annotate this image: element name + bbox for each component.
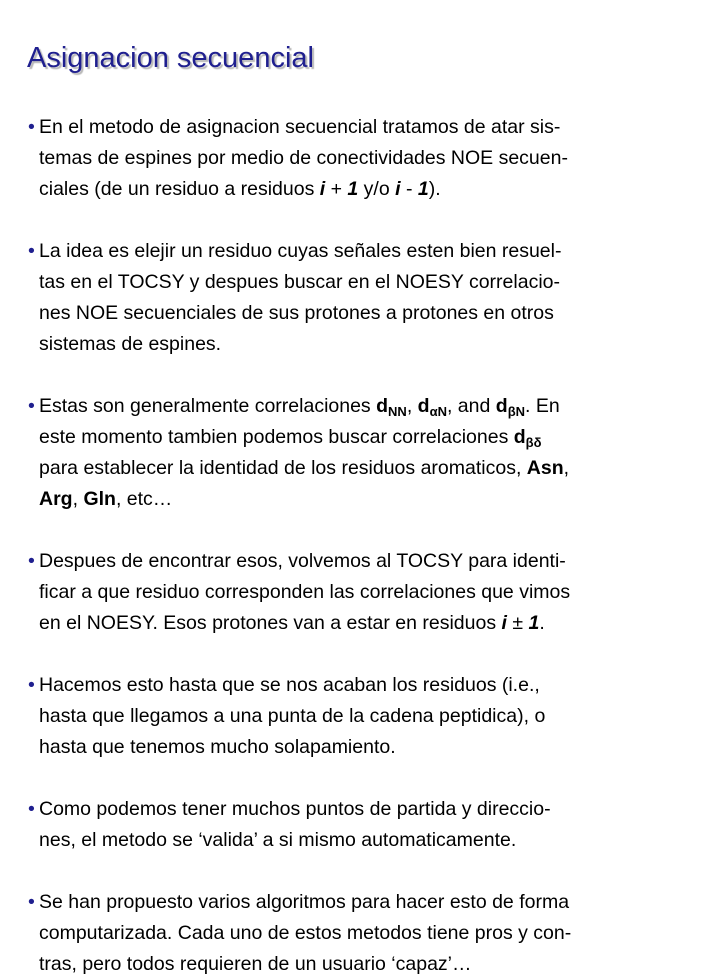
italic-symbol: i [501, 612, 507, 634]
bold-text: d [417, 395, 430, 417]
bullet-dot-icon: • [28, 395, 35, 417]
bullet-paragraph [28, 112, 708, 205]
bullet-dot-icon: • [28, 116, 35, 138]
text-segment: , [72, 488, 84, 510]
bullet-paragraph [28, 546, 708, 639]
text-segment: ciales (de un residuo a residuos [39, 178, 320, 200]
text-segment: tras, pero todos requieren de un usuario ‘capaz’… [39, 953, 472, 975]
text-line [39, 949, 708, 980]
italic-symbol: 1 [528, 612, 540, 634]
text-segment: ficar a que residuo corresponden las correlaciones que vimos [39, 581, 571, 603]
text-segment: hasta que llegamos a una punta de la cadena peptidica), o [39, 705, 546, 727]
text-segment: computarizada. Cada uno de estos metodos tiene pros y con- [39, 922, 572, 944]
text-segment: en el NOESY. Esos protones van a estar en residuos [39, 612, 502, 634]
text-segment: Estas son generalmente correlaciones [39, 395, 377, 417]
text-segment: . En [525, 395, 560, 417]
page-title: Asignacion secuencial [27, 42, 314, 74]
text-segment: hasta que tenemos mucho solapamiento. [39, 736, 396, 758]
italic-symbol: 1 [347, 178, 359, 200]
bold-text: d [495, 395, 508, 417]
text-line [39, 825, 708, 856]
text-segment: este momento tambien podemos buscar correlaciones [39, 426, 514, 448]
text-line [39, 670, 708, 701]
text-segment: , etc… [115, 488, 173, 510]
bullet-dot-icon: • [28, 240, 35, 262]
text-line [39, 143, 708, 174]
bold-text: Asn [526, 457, 564, 479]
bullet-dot-icon: • [28, 674, 35, 696]
text-line [39, 701, 708, 732]
text-segment: y/o [358, 178, 396, 200]
text-segment: Como podemos tener muchos puntos de partida y direccio- [39, 798, 551, 820]
bullet-list [28, 112, 708, 980]
text-line [39, 794, 708, 825]
text-segment: , [406, 395, 418, 417]
text-segment: Hacemos esto hasta que se nos acaban los residuos (i.e., [39, 674, 540, 696]
subscript: NN [388, 404, 407, 419]
bullet-paragraph [28, 236, 708, 360]
text-line [39, 112, 708, 143]
bullet-paragraph [28, 794, 708, 856]
text-segment: + [325, 178, 348, 200]
italic-symbol: i [319, 178, 326, 200]
text-line [39, 329, 708, 360]
bold-text: d [513, 426, 526, 448]
bullet-dot-icon: • [28, 891, 35, 913]
text-segment: Despues de encontrar esos, volvemos al TOCSY para identi- [39, 550, 566, 572]
bold-text: d [376, 395, 389, 417]
text-segment: La idea es elejir un residuo cuyas señales esten bien resuel- [39, 240, 562, 262]
text-segment: nes NOE secuenciales de sus protones a protones en otros [39, 302, 554, 324]
text-segment: En el metodo de asignacion secuencial tratamos de atar sis- [39, 116, 561, 138]
text-segment: temas de espines por medio de conectividades NOE secuen- [39, 147, 568, 169]
text-line [39, 887, 708, 918]
text-line [39, 546, 708, 577]
text-segment: ). [428, 178, 441, 200]
italic-symbol: i [395, 178, 401, 200]
text-segment: sistemas de espines. [39, 333, 222, 355]
text-segment: nes, el metodo se ‘valida’ a si mismo automaticamente. [39, 829, 517, 851]
text-line [39, 391, 708, 422]
text-line [39, 422, 708, 453]
text-segment: Se han propuesto varios algoritmos para hacer esto de forma [39, 891, 570, 913]
bullet-dot-icon: • [28, 550, 35, 572]
text-line [39, 267, 708, 298]
text-line [39, 918, 708, 949]
text-line [39, 732, 708, 763]
bullet-paragraph [28, 670, 708, 763]
text-line [39, 608, 708, 639]
text-line [39, 236, 708, 267]
bullet-paragraph [28, 887, 708, 980]
text-line [39, 298, 708, 329]
bullet-dot-icon: • [28, 798, 35, 820]
text-segment: - [400, 178, 418, 200]
bullet-paragraph [28, 391, 708, 515]
subscript: βδ [525, 435, 542, 450]
text-line [39, 174, 708, 205]
text-segment: , [563, 457, 570, 479]
bold-text: Arg [39, 488, 73, 510]
text-segment: tas en el TOCSY y despues buscar en el NOESY correlacio- [39, 271, 560, 293]
text-segment: para establecer la identidad de los residuos aromaticos, [39, 457, 527, 479]
subscript: βN [507, 404, 526, 419]
italic-symbol: 1 [417, 178, 429, 200]
text-segment: . [539, 612, 545, 634]
text-line [39, 484, 708, 515]
bold-text: Gln [83, 488, 116, 510]
text-segment: ± [506, 612, 529, 634]
text-line [39, 577, 708, 608]
subscript: αN [429, 404, 447, 419]
text-line [39, 453, 708, 484]
text-segment: , and [446, 395, 496, 417]
